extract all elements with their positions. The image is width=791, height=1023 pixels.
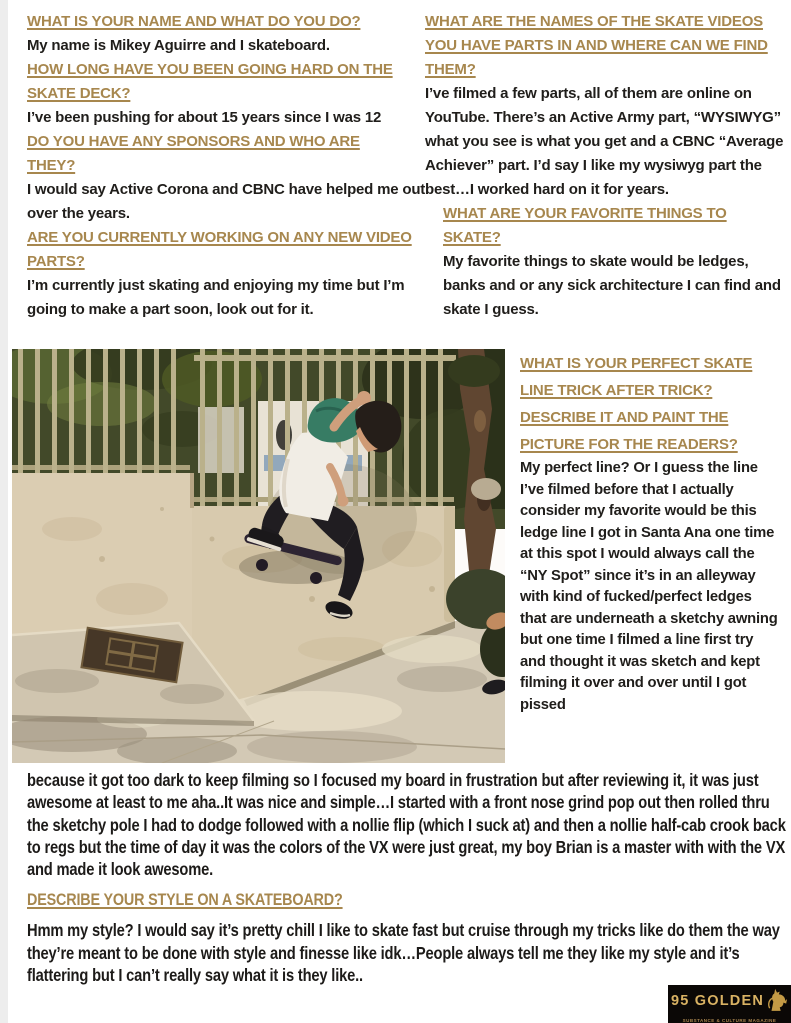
question-heading: ARE YOU CURRENTLY WORKING ON ANY NEW VIDEO PARTS?	[27, 229, 412, 270]
answer-text: I’ve been pushing for about 15 years since I was 12	[27, 109, 382, 126]
answer-text: My favorite things to skate would be ledges, banks and or any sick architecture I can find and skate I guess.	[443, 253, 781, 318]
question-heading: WHAT ARE YOUR FAVORITE THINGS TO SKATE?	[443, 205, 727, 246]
magazine-logo	[668, 985, 791, 1023]
question-heading: HOW LONG HAVE YOU BEEN GOING HARD ON THE SKATE DECK?	[27, 61, 393, 102]
page-left-edge	[0, 0, 8, 1023]
question-heading: DESCRIBE YOUR STYLE ON A SKATEBOARD?	[27, 890, 343, 910]
left-column	[27, 10, 435, 322]
logo-wordmark: 95 GOLDEN	[671, 993, 764, 1009]
bottom-section	[27, 769, 789, 986]
photo-side-column	[520, 350, 779, 716]
question-heading: WHAT IS YOUR PERFECT SKATE LINE TRICK AFTER TRICK? DESCRIBE IT AND PAINT THE PICTURE FOR THE READERS?	[520, 355, 753, 453]
skate-photo	[12, 349, 505, 763]
answer-text: I would say Active Corona and CBNC have helped me out over the years.	[27, 181, 426, 222]
answer-text: My name is Mikey Aguirre and I skateboard.	[27, 37, 330, 54]
photo-tint	[12, 349, 505, 763]
continuation-paragraph: because it got too dark to keep filming so I focused my board in frustration but after reviewing it, it was just awesome at least to me aha..It was nice and simple…I started with a front nose grind pop out then rolled thru the sketchy pole I had to dodge followed with a nollie flip (which I suck at) and then a nollie half-cab crook back to regs but the time of day it was the colors of the VX were just great, my boy Brian is a master with with the VX and made it look awesome.	[27, 770, 786, 880]
question-heading: DO YOU HAVE ANY SPONSORS AND WHO ARE THEY?	[27, 133, 360, 174]
logo-tagline: SUBSTANCE & CULTURE MAGAZINE	[682, 1017, 777, 1023]
lion-icon	[766, 986, 788, 1017]
answer-text: I’m currently just skating and enjoying my time but I’m going to make a part soon, look out for it.	[27, 277, 405, 318]
answer-text: My perfect line? Or I guess the line I’ve filmed before that I actually consider my favorite would be this ledge line I got in Santa Ana one time at this spot I would always call the “NY Spot” since it’s in an alleyway with kind of fucked/perfect ledges that are underneath a sketchy awning but one time I filmed a line first try and thought it was sketch and kept filming it over and over until I got pissed	[520, 460, 778, 713]
question-heading: WHAT ARE THE NAMES OF THE SKATE VIDEOS YOU HAVE PARTS IN AND WHERE CAN WE FIND THEM?	[425, 13, 768, 78]
answer-text: Hmm my style? I would say it’s pretty chill I like to skate fast but cruise through my tricks like do them the way they’re meant to be done with style and finesse like idk…People always tell me they like my style and it’s flattering but I can’t really say what it is they like..	[27, 920, 780, 986]
question-heading: WHAT IS YOUR NAME AND WHAT DO YOU DO?	[27, 13, 361, 30]
answer-text: I’ve filmed a few parts, all of them are online on YouTube. There’s an Active Army part, “WYSIWYG” what you see is what you get and a CBNC “Average Achiever” part. I’d say I like my wysiwyg part the best…I worked hard on it for years.	[425, 85, 784, 198]
right-column	[425, 10, 790, 322]
